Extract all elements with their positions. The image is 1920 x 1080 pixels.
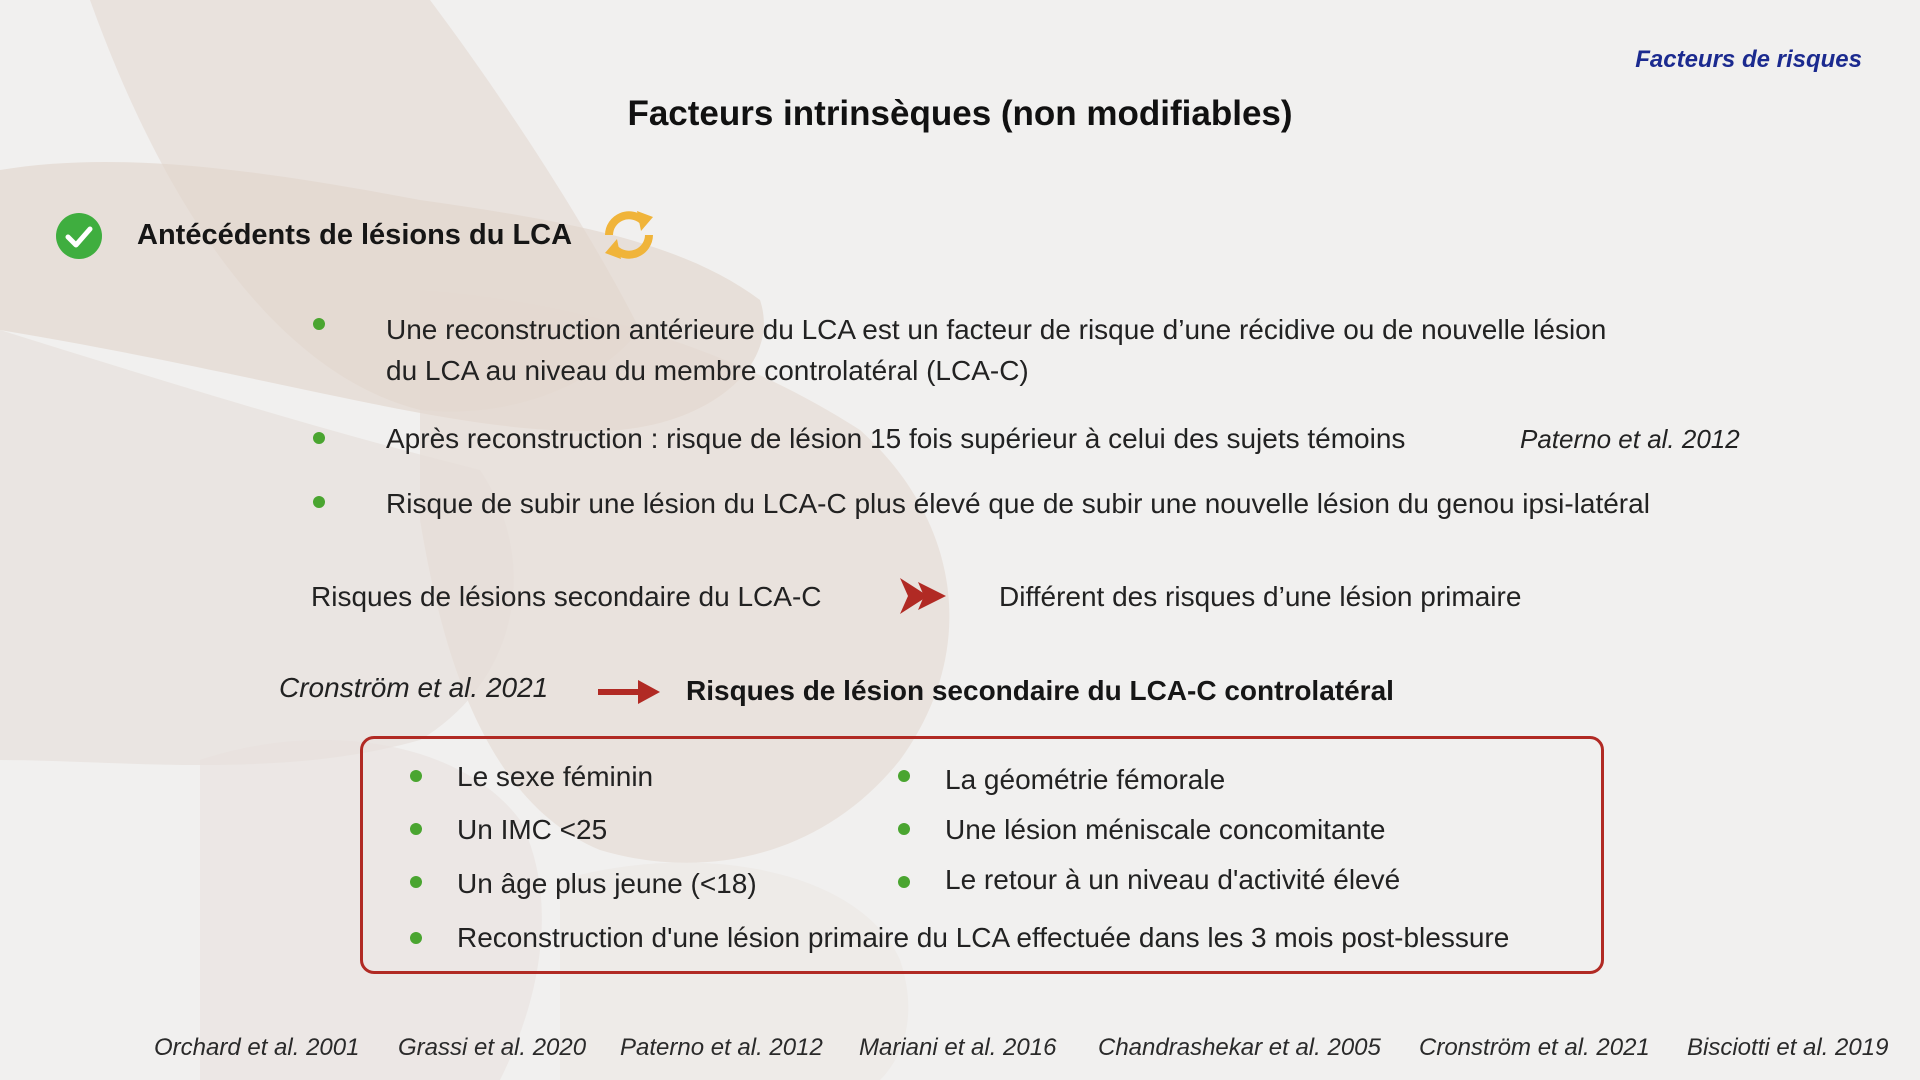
bullet-dot (313, 496, 325, 508)
risk-item: Un IMC <25 (457, 814, 608, 845)
reference: Orchard et al. 2001 (154, 1034, 360, 1061)
double-chevron-arrow-icon (898, 576, 950, 616)
bullet-dot (898, 770, 910, 782)
arrow-right-icon (598, 678, 662, 706)
bullet-dot (313, 318, 325, 330)
risk-item: Un âge plus jeune (<18) (457, 868, 757, 899)
bullet-dot (313, 432, 325, 444)
bullet-text: Après reconstruction : risque de lésion 15 fois supérieur à celui des sujets témoins (386, 423, 1406, 454)
reference: Bisciotti et al. 2019 (1687, 1034, 1889, 1061)
comparison-left: Risques de lésions secondaire du LCA-C (311, 581, 822, 612)
bullet-text: Risque de subir une lésion du LCA-C plus élevé que de subir une nouvelle lésion du genou ipsi-latéral (386, 488, 1650, 519)
reference: Mariani et al. 2016 (859, 1034, 1057, 1061)
bullet-dot (898, 823, 910, 835)
reference: Grassi et al. 2020 (398, 1034, 587, 1061)
bullet-dot (410, 823, 422, 835)
bullet-text: Une reconstruction antérieure du LCA est un facteur de risque d’une récidive ou de nouvelle lésion (386, 314, 1607, 345)
refresh-icon (597, 205, 661, 265)
bullet-dot (410, 932, 422, 944)
reference: Paterno et al. 2012 (620, 1034, 823, 1061)
risk-item-full: Reconstruction d'une lésion primaire du LCA effectuée dans les 3 mois post-blessure (457, 922, 1510, 953)
bullet-dot (410, 770, 422, 782)
reference: Cronström et al. 2021 (1419, 1034, 1650, 1061)
bullet-text-continued: du LCA au niveau du membre controlatéral (LCA-C) (386, 355, 1029, 386)
risk-item: Une lésion méniscale concomitante (945, 814, 1386, 845)
comparison-right: Différent des risques d’une lésion primaire (999, 581, 1522, 612)
risk-item: Le retour à un niveau d'activité élevé (945, 864, 1401, 895)
bullet-dot (898, 876, 910, 888)
key-finding-citation: Cronström et al. 2021 (279, 672, 549, 703)
risk-item: La géométrie fémorale (945, 764, 1226, 795)
risk-item: Le sexe féminin (457, 761, 654, 792)
bullet-dot (410, 876, 422, 888)
check-circle-icon (56, 213, 102, 259)
section-tag: Facteurs de risques (1635, 46, 1862, 73)
key-finding-text: Risques de lésion secondaire du LCA-C controlatéral (686, 675, 1394, 706)
slide-title: Facteurs intrinsèques (non modifiables) (627, 94, 1293, 133)
bullet-citation: Paterno et al. 2012 (1520, 424, 1740, 454)
reference: Chandrashekar et al. 2005 (1098, 1034, 1381, 1061)
section-subtitle: Antécédents de lésions du LCA (137, 219, 573, 251)
